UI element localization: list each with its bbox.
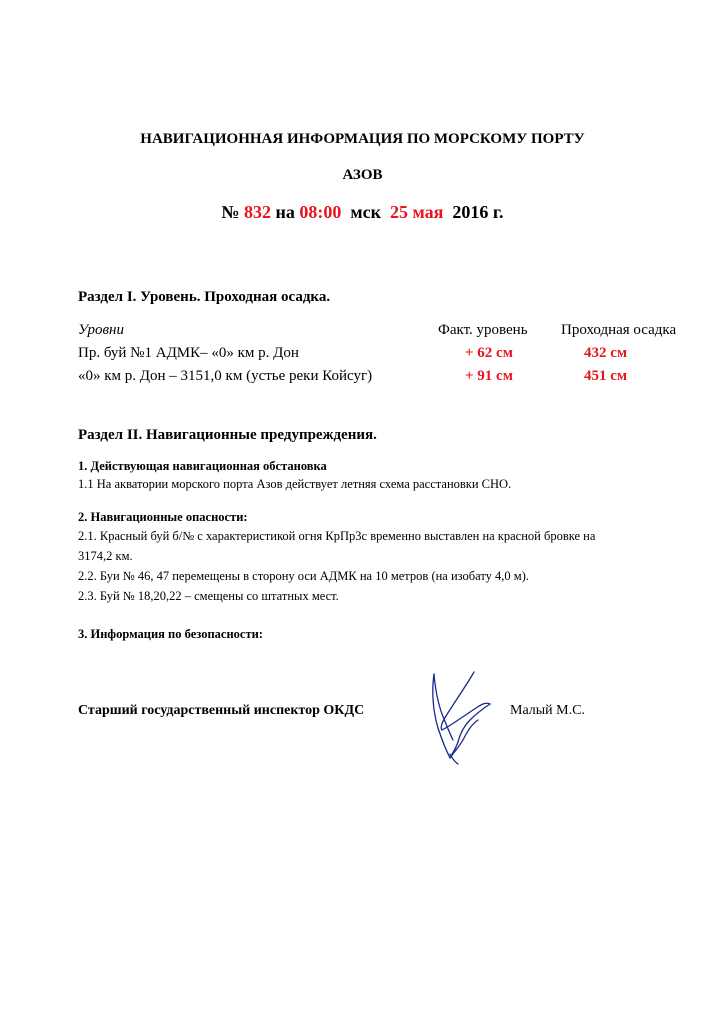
subsection-3-title: 3. Информация по безопасности: — [78, 627, 263, 641]
bulletin-date: 25 мая — [390, 202, 444, 222]
subsection-1-text: 1.1 На акватории морского порта Азов действует летняя схема расстановки СНО. — [78, 477, 512, 491]
subsection-1-title: 1. Действующая навигационная обстановка — [78, 459, 327, 473]
level-row-1-name: Пр. буй №1 АДМК– «0» км р. Дон — [78, 345, 299, 361]
hazard-2-3: 2.3. Буй № 18,20,22 – смещены со штатных мест. — [78, 589, 339, 603]
bulletin-time: 08:00 — [299, 202, 342, 222]
timezone: мск — [350, 202, 382, 222]
handwritten-signature — [420, 668, 500, 768]
level-row-1-draft: 432 см — [584, 345, 628, 361]
section-1-heading: Раздел I. Уровень. Проходная осадка. — [78, 289, 331, 305]
column-header-draft: Проходная осадка — [561, 322, 677, 338]
port-name: АЗОВ — [342, 167, 383, 183]
column-header-actual-level: Факт. уровень — [438, 322, 528, 338]
word-on: на — [275, 202, 295, 222]
hazard-2-1-line-2: 3174,2 км. — [78, 549, 133, 563]
level-row-2-actual: + 91 см — [465, 368, 513, 384]
document-title: НАВИГАЦИОННАЯ ИНФОРМАЦИЯ ПО МОРСКОМУ ПОРТУ — [140, 131, 585, 147]
subsection-2-title: 2. Навигационные опасности: — [78, 510, 248, 524]
bulletin-number: 832 — [244, 202, 272, 222]
column-header-levels: Уровни — [78, 322, 124, 338]
level-row-2-name: «0» км р. Дон – 3151,0 км (устье реки Койсуг) — [78, 368, 373, 384]
signer-position: Старший государственный инспектор ОКДС — [78, 703, 365, 718]
signer-name: Малый М.С. — [510, 703, 585, 718]
level-row-2-draft: 451 см — [584, 368, 628, 384]
level-row-1-actual: + 62 см — [465, 345, 513, 361]
hazard-2-2: 2.2. Буи № 46, 47 перемещены в сторону оси АДМК на 10 метров (на изобату 4,0 м). — [78, 569, 529, 583]
hazard-2-1-line-1: 2.1. Красный буй б/№ с характеристикой огня КрПр3с временно выставлен на красной бровке на — [78, 529, 596, 543]
section-2-heading: Раздел II. Навигационные предупреждения. — [78, 427, 377, 443]
number-sign: № — [221, 202, 240, 222]
bulletin-year: 2016 г. — [452, 202, 504, 222]
bulletin-header-line — [0, 202, 725, 223]
